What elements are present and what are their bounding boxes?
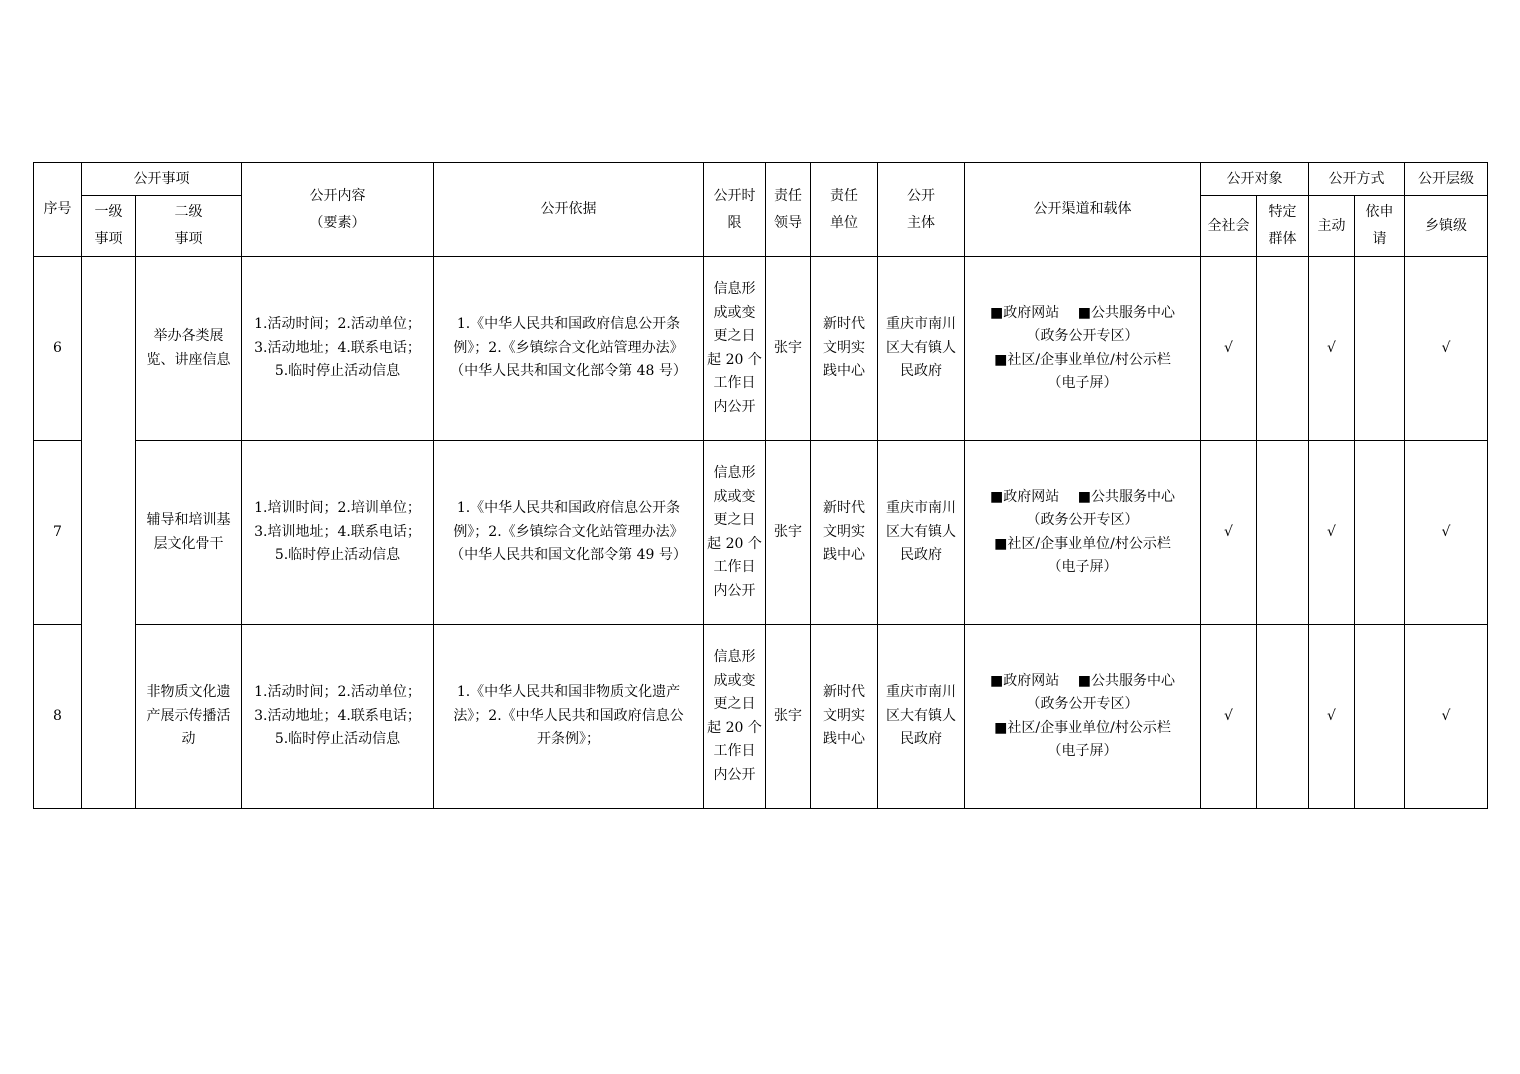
cell-unit: 新时代 文明实 践中心 [811,441,878,625]
cell-content: 1.活动时间；2.活动单位； 3.活动地址；4.联系电话； 5.临时停止活动信息 [242,257,434,441]
cell-leader: 张宇 [766,625,811,809]
cell-level2: 非物质文化遗 产展示传播活 动 [136,625,242,809]
cell-audience-all: √ [1201,257,1257,441]
cell-method-request [1355,257,1405,441]
cell-level-township: √ [1405,441,1488,625]
cell-method-active: √ [1309,441,1355,625]
cell-content: 1.活动时间；2.活动单位； 3.活动地址；4.联系电话； 5.临时停止活动信息 [242,625,434,809]
cell-channels: ■政府网站 ■公共服务中心 （政务公开专区） ■社区/企事业单位/村公示栏 （电子屏） [965,257,1201,441]
cell-channels: ■政府网站 ■公共服务中心 （政务公开专区） ■社区/企事业单位/村公示栏 （电子屏） [965,625,1201,809]
cell-subject: 重庆市南川 区大有镇人 民政府 [878,625,965,809]
header-items: 公开事项 [82,163,242,196]
cell-method-request [1355,441,1405,625]
header-unit: 责任 单位 [811,163,878,257]
cell-level-township: √ [1405,257,1488,441]
header-method-active: 主动 [1309,196,1355,257]
header-method-request: 依申 请 [1355,196,1405,257]
cell-basis: 1.《中华人民共和国政府信息公开条 例》；2.《乡镇综合文化站管理办法》 （中华人民共和国文化部令第 49 号） [434,441,704,625]
header-level2: 二级 事项 [136,196,242,257]
cell-audience-specific [1257,441,1309,625]
cell-method-active: √ [1309,257,1355,441]
header-level1: 一级 事项 [82,196,136,257]
cell-unit: 新时代 文明实 践中心 [811,257,878,441]
cell-seq: 8 [34,625,82,809]
cell-seq: 6 [34,257,82,441]
header-subject: 公开 主体 [878,163,965,257]
header-channels: 公开渠道和载体 [965,163,1201,257]
cell-subject: 重庆市南川 区大有镇人 民政府 [878,441,965,625]
cell-seq: 7 [34,441,82,625]
cell-time-limit: 信息形 成或变 更之日 起 20 个 工作日 内公开 [704,257,766,441]
cell-level1 [82,257,136,809]
cell-channels: ■政府网站 ■公共服务中心 （政务公开专区） ■社区/企事业单位/村公示栏 （电子屏） [965,441,1201,625]
cell-leader: 张宇 [766,257,811,441]
table-row [34,625,1488,809]
cell-audience-specific [1257,625,1309,809]
header-seq: 序号 [34,163,82,257]
header-method: 公开方式 [1309,163,1405,196]
cell-method-active: √ [1309,625,1355,809]
header-basis: 公开依据 [434,163,704,257]
disclosure-table [33,162,1488,809]
header-audience-all: 全社会 [1201,196,1257,257]
cell-content: 1.培训时间；2.培训单位； 3.培训地址；4.联系电话； 5.临时停止活动信息 [242,441,434,625]
cell-audience-all: √ [1201,441,1257,625]
cell-basis: 1.《中华人民共和国非物质文化遗产 法》；2.《中华人民共和国政府信息公 开条例》； [434,625,704,809]
header-level: 公开层级 [1405,163,1488,196]
header-content: 公开内容 （要素） [242,163,434,257]
cell-leader: 张宇 [766,441,811,625]
cell-level2: 辅导和培训基 层文化骨干 [136,441,242,625]
cell-method-request [1355,625,1405,809]
cell-basis: 1.《中华人民共和国政府信息公开条 例》；2.《乡镇综合文化站管理办法》 （中华人民共和国文化部令第 48 号） [434,257,704,441]
cell-time-limit: 信息形 成或变 更之日 起 20 个 工作日 内公开 [704,441,766,625]
header-leader: 责任 领导 [766,163,811,257]
cell-audience-all: √ [1201,625,1257,809]
table-row [34,441,1488,625]
cell-subject: 重庆市南川 区大有镇人 民政府 [878,257,965,441]
header-audience-specific: 特定 群体 [1257,196,1309,257]
table-row [34,257,1488,441]
cell-audience-specific [1257,257,1309,441]
cell-time-limit: 信息形 成或变 更之日 起 20 个 工作日 内公开 [704,625,766,809]
cell-unit: 新时代 文明实 践中心 [811,625,878,809]
header-time-limit: 公开时 限 [704,163,766,257]
header-audience: 公开对象 [1201,163,1309,196]
cell-level2: 举办各类展 览、讲座信息 [136,257,242,441]
cell-level-township: √ [1405,625,1488,809]
header-level-township: 乡镇级 [1405,196,1488,257]
